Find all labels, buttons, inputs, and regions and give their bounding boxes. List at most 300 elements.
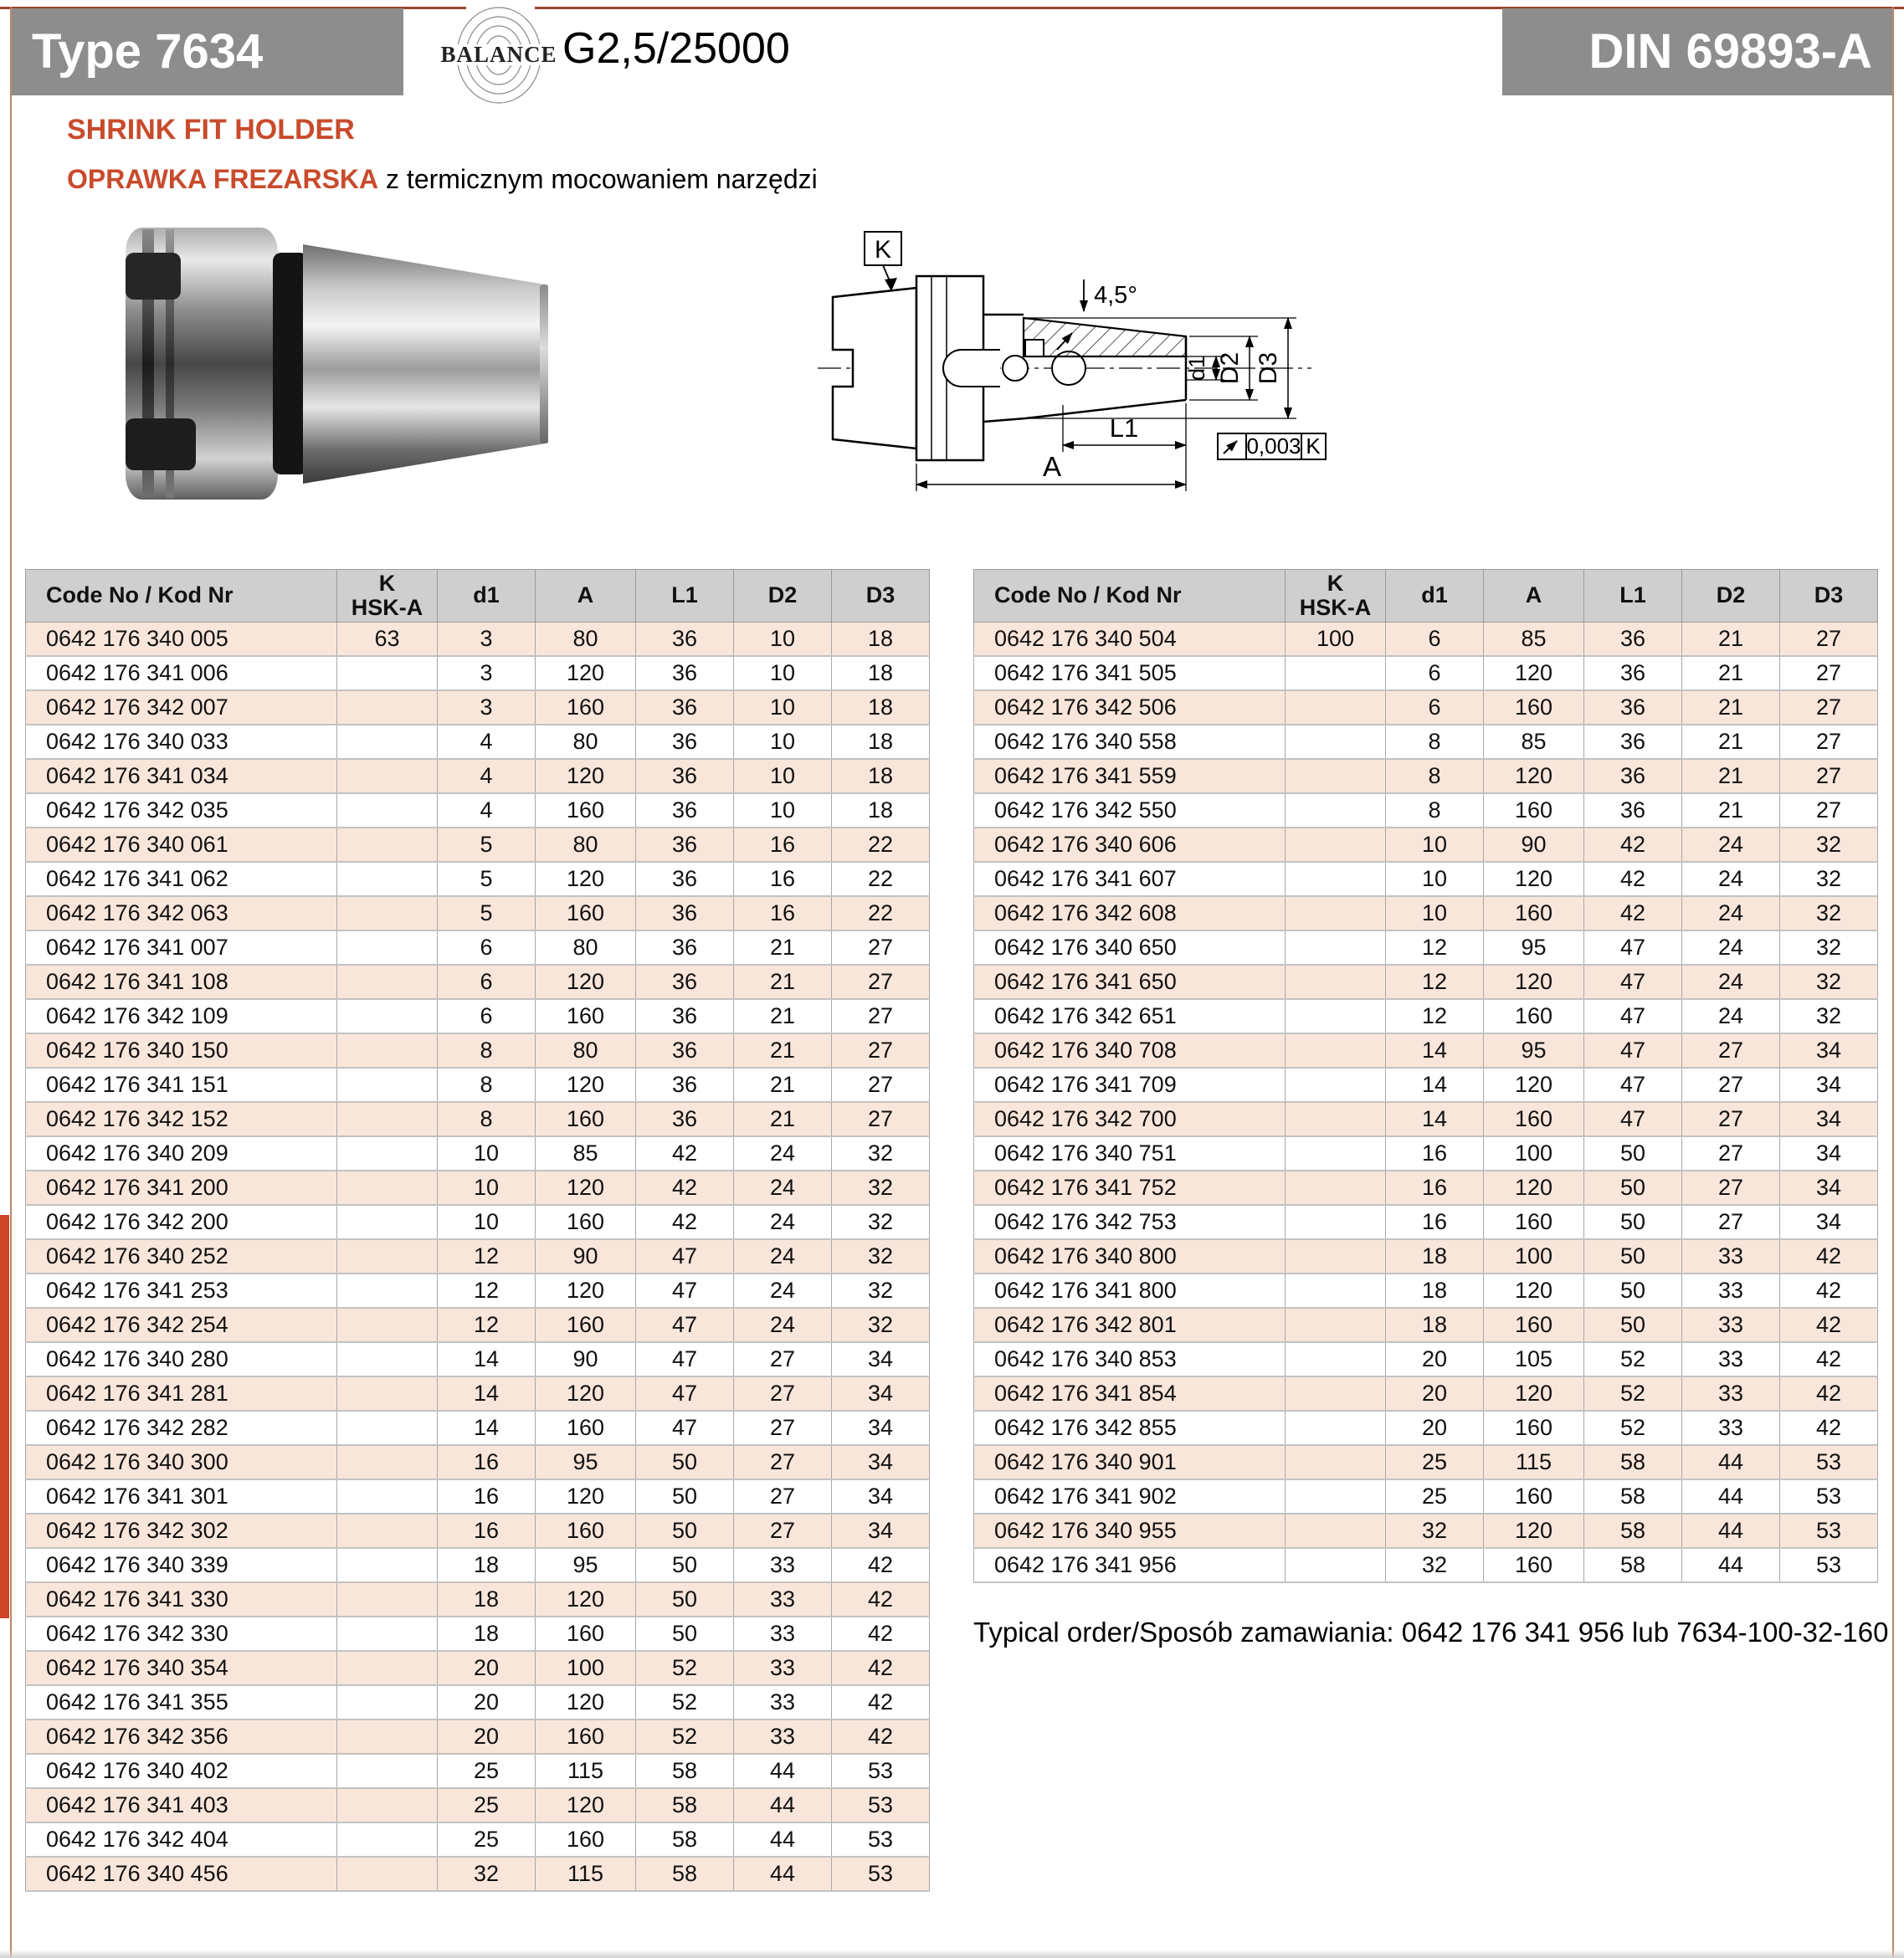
- cell-a: 85: [1484, 623, 1584, 657]
- cell-code: 0642 176 340 751: [974, 1136, 1286, 1171]
- balance-logo-icon: [432, 5, 566, 107]
- cell-code: 0642 176 342 506: [974, 690, 1286, 725]
- cell-d2: 27: [734, 1342, 832, 1376]
- cell-l1: 50: [1584, 1308, 1682, 1342]
- cell-d3: 32: [832, 1136, 930, 1171]
- cell-hsk: [337, 1651, 438, 1685]
- cell-d2: 21: [734, 1102, 832, 1136]
- cell-l1: 58: [636, 1857, 734, 1891]
- cell-code: 0642 176 341 200: [26, 1171, 337, 1205]
- cell-l1: 42: [636, 1205, 734, 1239]
- table-row: [26, 793, 930, 828]
- table-row: [974, 1274, 1878, 1308]
- cell-l1: 58: [1584, 1514, 1682, 1548]
- cell-d3: 53: [1780, 1445, 1878, 1479]
- table-row: [26, 656, 930, 690]
- cell-l1: 58: [1584, 1479, 1682, 1514]
- cell-d3: 34: [832, 1514, 930, 1548]
- cell-d1: 6: [1386, 623, 1484, 657]
- table-row: [26, 690, 930, 725]
- cell-d1: 32: [1386, 1548, 1484, 1582]
- cell-d2: 24: [1682, 862, 1780, 896]
- cell-a: 80: [536, 725, 636, 759]
- table-row: [974, 1205, 1878, 1239]
- cell-a: 120: [536, 759, 636, 793]
- cell-l1: 36: [1584, 759, 1682, 793]
- cell-l1: 36: [636, 725, 734, 759]
- cell-hsk: [337, 1479, 438, 1514]
- cell-a: 120: [536, 965, 636, 999]
- runout-value: 0,003: [1246, 433, 1301, 459]
- cell-a: 120: [536, 1068, 636, 1102]
- col-header-a: A: [1484, 570, 1584, 623]
- cell-l1: 42: [1584, 896, 1682, 930]
- cell-code: 0642 176 342 152: [26, 1102, 337, 1136]
- product-photo: [126, 219, 548, 508]
- balance-logo-text: BALANCE: [440, 42, 557, 67]
- cell-d2: 21: [1682, 690, 1780, 725]
- table-row: [26, 1754, 930, 1788]
- cell-d3: 53: [1780, 1548, 1878, 1582]
- cell-a: 160: [536, 1102, 636, 1136]
- cell-hsk: [337, 1308, 438, 1342]
- table-row: [974, 1376, 1878, 1411]
- cell-a: 115: [536, 1754, 636, 1788]
- cell-hsk: [337, 1754, 438, 1788]
- cell-d1: 8: [1386, 725, 1484, 759]
- cell-code: 0642 176 341 607: [974, 862, 1286, 896]
- cell-hsk: 100: [1286, 623, 1386, 657]
- cell-l1: 36: [636, 759, 734, 793]
- cell-d2: 10: [734, 759, 832, 793]
- cell-d3: 42: [1780, 1274, 1878, 1308]
- cell-l1: 36: [636, 656, 734, 690]
- cell-code: 0642 176 340 033: [26, 725, 337, 759]
- cell-d3: 42: [1780, 1308, 1878, 1342]
- cell-code: 0642 176 341 902: [974, 1479, 1286, 1514]
- cell-hsk: [1286, 759, 1386, 793]
- cell-d3: 42: [1780, 1239, 1878, 1274]
- cell-d3: 34: [832, 1479, 930, 1514]
- cell-hsk: [1286, 1171, 1386, 1205]
- table-row: [974, 1479, 1878, 1514]
- cell-d2: 24: [1682, 965, 1780, 999]
- cell-code: 0642 176 340 252: [26, 1239, 337, 1274]
- cell-hsk: [1286, 828, 1386, 862]
- cell-d3: 34: [832, 1376, 930, 1411]
- cell-l1: 47: [1584, 1102, 1682, 1136]
- cell-l1: 36: [636, 930, 734, 965]
- cell-a: 120: [536, 862, 636, 896]
- technical-drawing: [557, 186, 1335, 520]
- cell-a: 160: [536, 1308, 636, 1342]
- cell-d1: 3: [438, 690, 536, 725]
- cell-a: 80: [536, 828, 636, 862]
- cell-code: 0642 176 342 035: [26, 793, 337, 828]
- cell-d2: 27: [1682, 1136, 1780, 1171]
- cell-d1: 18: [1386, 1274, 1484, 1308]
- cell-d2: 24: [734, 1239, 832, 1274]
- runout-callout: [1218, 433, 1326, 459]
- cell-hsk: [1286, 930, 1386, 965]
- cell-d2: 10: [734, 793, 832, 828]
- cell-d2: 33: [734, 1651, 832, 1685]
- table-header-row: [974, 570, 1878, 623]
- cell-d2: 21: [1682, 759, 1780, 793]
- cell-code: 0642 176 341 800: [974, 1274, 1286, 1308]
- cell-hsk: [337, 1582, 438, 1617]
- cell-l1: 47: [1584, 1033, 1682, 1068]
- cell-d2: 10: [734, 623, 832, 657]
- cell-d1: 25: [1386, 1479, 1484, 1514]
- cell-d2: 16: [734, 828, 832, 862]
- cell-d3: 27: [832, 1068, 930, 1102]
- cell-l1: 36: [636, 623, 734, 657]
- cell-hsk: [337, 896, 438, 930]
- cell-code: 0642 176 342 855: [974, 1411, 1286, 1445]
- cell-l1: 47: [636, 1308, 734, 1342]
- cell-d1: 18: [438, 1548, 536, 1582]
- cell-hsk: [337, 1274, 438, 1308]
- table-row: [26, 965, 930, 999]
- cell-code: 0642 176 340 708: [974, 1033, 1286, 1068]
- spec-table-hsk100: [973, 569, 1878, 1583]
- cell-d1: 20: [438, 1720, 536, 1754]
- cell-hsk: [337, 1239, 438, 1274]
- col-header-d3: D3: [832, 570, 930, 623]
- table-row: [26, 1342, 930, 1376]
- cell-d2: 27: [1682, 1171, 1780, 1205]
- cell-a: 80: [536, 623, 636, 657]
- table-row: [26, 1033, 930, 1068]
- cell-code: 0642 176 341 006: [26, 656, 337, 690]
- cell-a: 160: [536, 793, 636, 828]
- cell-code: 0642 176 342 753: [974, 1205, 1286, 1239]
- table-row: [974, 623, 1878, 657]
- cell-d1: 20: [438, 1685, 536, 1720]
- cell-d2: 33: [1682, 1376, 1780, 1411]
- cell-d2: 24: [1682, 930, 1780, 965]
- cell-d1: 6: [1386, 656, 1484, 690]
- table-row: [26, 1788, 930, 1822]
- cell-a: 120: [1484, 965, 1584, 999]
- table-row: [26, 828, 930, 862]
- cell-a: 160: [536, 999, 636, 1033]
- cell-d2: 21: [734, 965, 832, 999]
- cell-code: 0642 176 341 062: [26, 862, 337, 896]
- table-header-row: [26, 570, 930, 623]
- cell-l1: 52: [1584, 1376, 1682, 1411]
- cell-d2: 33: [734, 1720, 832, 1754]
- cell-l1: 36: [1584, 656, 1682, 690]
- cell-d3: 27: [1780, 725, 1878, 759]
- cell-code: 0642 176 340 354: [26, 1651, 337, 1685]
- cell-a: 120: [536, 1685, 636, 1720]
- cell-d3: 32: [1780, 862, 1878, 896]
- cell-code: 0642 176 342 330: [26, 1617, 337, 1651]
- cell-d1: 12: [1386, 999, 1484, 1033]
- cell-d2: 27: [734, 1479, 832, 1514]
- cell-a: 160: [1484, 1548, 1584, 1582]
- cell-code: 0642 176 341 505: [974, 656, 1286, 690]
- cell-l1: 47: [636, 1239, 734, 1274]
- cell-d3: 27: [832, 999, 930, 1033]
- cell-code: 0642 176 341 355: [26, 1685, 337, 1720]
- product-title-pl-desc: z termicznym mocowaniem narzędzi: [378, 164, 818, 194]
- cell-l1: 58: [636, 1822, 734, 1857]
- cell-d3: 22: [832, 828, 930, 862]
- cell-d3: 32: [832, 1274, 930, 1308]
- cell-code: 0642 176 342 200: [26, 1205, 337, 1239]
- cell-hsk: [337, 1205, 438, 1239]
- cell-l1: 58: [1584, 1445, 1682, 1479]
- cell-code: 0642 176 342 651: [974, 999, 1286, 1033]
- cell-d1: 6: [1386, 690, 1484, 725]
- drawing-knob: [943, 350, 1000, 387]
- cell-d1: 14: [1386, 1068, 1484, 1102]
- cell-d3: 27: [1780, 793, 1878, 828]
- cell-d3: 27: [1780, 623, 1878, 657]
- cell-hsk: [1286, 896, 1386, 930]
- cell-a: 120: [1484, 1376, 1584, 1411]
- cell-d1: 16: [1386, 1136, 1484, 1171]
- cell-d3: 32: [832, 1171, 930, 1205]
- cell-d1: 10: [438, 1136, 536, 1171]
- cell-a: 120: [536, 1376, 636, 1411]
- cell-hsk: [1286, 1205, 1386, 1239]
- cell-d1: 8: [1386, 793, 1484, 828]
- cell-hsk: [337, 965, 438, 999]
- cell-hsk: [1286, 1102, 1386, 1136]
- cell-d1: 10: [1386, 896, 1484, 930]
- cell-code: 0642 176 340 955: [974, 1514, 1286, 1548]
- cell-d3: 42: [1780, 1411, 1878, 1445]
- cell-code: 0642 176 340 800: [974, 1239, 1286, 1274]
- cell-d2: 24: [734, 1274, 832, 1308]
- cell-l1: 58: [1584, 1548, 1682, 1582]
- cell-a: 160: [1484, 1308, 1584, 1342]
- cell-l1: 50: [1584, 1136, 1682, 1171]
- cell-d1: 16: [438, 1479, 536, 1514]
- cell-a: 160: [536, 1617, 636, 1651]
- cell-hsk: [1286, 1548, 1386, 1582]
- cell-hsk: [337, 725, 438, 759]
- cell-l1: 36: [636, 828, 734, 862]
- cell-code: 0642 176 340 504: [974, 623, 1286, 657]
- cell-code: 0642 176 342 550: [974, 793, 1286, 828]
- cell-l1: 36: [636, 999, 734, 1033]
- cell-d1: 18: [1386, 1308, 1484, 1342]
- cell-hsk: [1286, 862, 1386, 896]
- cell-code: 0642 176 340 300: [26, 1445, 337, 1479]
- table-row: [26, 1479, 930, 1514]
- cell-d3: 32: [1780, 828, 1878, 862]
- cell-d3: 18: [832, 725, 930, 759]
- cell-d2: 33: [1682, 1239, 1780, 1274]
- angle-label: 4,5°: [1094, 282, 1137, 309]
- cell-a: 115: [536, 1857, 636, 1891]
- cell-l1: 52: [1584, 1342, 1682, 1376]
- cell-code: 0642 176 341 034: [26, 759, 337, 793]
- table-row: [26, 1239, 930, 1274]
- cell-a: 160: [1484, 690, 1584, 725]
- table-row: [974, 862, 1878, 896]
- cell-d3: 27: [1780, 656, 1878, 690]
- cell-l1: 50: [636, 1617, 734, 1651]
- cell-d1: 12: [1386, 930, 1484, 965]
- cell-d3: 42: [1780, 1342, 1878, 1376]
- cell-hsk: [337, 1376, 438, 1411]
- page-bottom-shadow: [0, 1950, 1904, 1958]
- cell-a: 120: [1484, 862, 1584, 896]
- cell-d3: 32: [832, 1308, 930, 1342]
- cell-code: 0642 176 340 005: [26, 623, 337, 657]
- cell-a: 100: [1484, 1136, 1584, 1171]
- cell-d3: 53: [832, 1788, 930, 1822]
- cell-l1: 36: [636, 896, 734, 930]
- cell-d2: 24: [1682, 999, 1780, 1033]
- table-row: [26, 1617, 930, 1651]
- cell-hsk: [337, 1720, 438, 1754]
- cell-code: 0642 176 340 061: [26, 828, 337, 862]
- cell-a: 120: [1484, 759, 1584, 793]
- dim-d1-label: d1: [1184, 355, 1209, 382]
- cell-d2: 27: [734, 1411, 832, 1445]
- cell-l1: 50: [636, 1445, 734, 1479]
- col-header-a: A: [536, 570, 636, 623]
- cell-a: 85: [1484, 725, 1584, 759]
- cell-d3: 27: [1780, 690, 1878, 725]
- cell-l1: 36: [1584, 793, 1682, 828]
- cell-a: 120: [1484, 1068, 1584, 1102]
- cell-d3: 27: [832, 965, 930, 999]
- dim-d2-label: D2: [1216, 351, 1244, 385]
- cell-l1: 50: [1584, 1239, 1682, 1274]
- cell-hsk: [337, 1136, 438, 1171]
- cell-code: 0642 176 341 709: [974, 1068, 1286, 1102]
- cell-d1: 25: [438, 1754, 536, 1788]
- cell-a: 105: [1484, 1342, 1584, 1376]
- cell-hsk: [337, 1822, 438, 1857]
- page-edge-tab: [0, 1215, 9, 1618]
- cell-hsk: [337, 1857, 438, 1891]
- cell-d3: 34: [1780, 1171, 1878, 1205]
- cell-d1: 4: [438, 725, 536, 759]
- cell-a: 160: [536, 1514, 636, 1548]
- cell-d1: 14: [1386, 1102, 1484, 1136]
- cell-a: 160: [1484, 896, 1584, 930]
- cell-l1: 50: [636, 1548, 734, 1582]
- cell-d1: 10: [438, 1205, 536, 1239]
- cell-code: 0642 176 341 854: [974, 1376, 1286, 1411]
- cell-d3: 34: [1780, 1033, 1878, 1068]
- table-row: [974, 965, 1878, 999]
- cell-d1: 20: [1386, 1376, 1484, 1411]
- cell-hsk: [337, 1033, 438, 1068]
- cell-a: 90: [536, 1342, 636, 1376]
- product-title-en: SHRINK FIT HOLDER: [67, 114, 355, 146]
- cell-a: 160: [536, 690, 636, 725]
- cell-code: 0642 176 341 752: [974, 1171, 1286, 1205]
- cell-d1: 8: [1386, 759, 1484, 793]
- cell-a: 80: [536, 1033, 636, 1068]
- cell-hsk: [1286, 1342, 1386, 1376]
- cell-a: 95: [536, 1548, 636, 1582]
- cell-d3: 27: [1780, 759, 1878, 793]
- cell-hsk: [337, 1068, 438, 1102]
- cell-l1: 50: [1584, 1274, 1682, 1308]
- cell-d2: 33: [734, 1548, 832, 1582]
- table-row: [974, 999, 1878, 1033]
- cell-d3: 32: [1780, 896, 1878, 930]
- cell-hsk: [1286, 656, 1386, 690]
- balance-grade: G2,5/25000: [562, 24, 790, 73]
- cell-hsk: [337, 690, 438, 725]
- cell-a: 90: [1484, 828, 1584, 862]
- cell-d2: 21: [1682, 793, 1780, 828]
- cell-d1: 5: [438, 828, 536, 862]
- table-row: [26, 1582, 930, 1617]
- cell-code: 0642 176 340 339: [26, 1548, 337, 1582]
- cell-a: 120: [536, 1171, 636, 1205]
- cell-l1: 52: [636, 1685, 734, 1720]
- cell-d3: 32: [1780, 930, 1878, 965]
- cell-d1: 3: [438, 656, 536, 690]
- cell-code: 0642 176 342 404: [26, 1822, 337, 1857]
- col-header-d3: D3: [1780, 570, 1878, 623]
- drawing-hole: [1003, 356, 1028, 381]
- cell-a: 160: [1484, 1479, 1584, 1514]
- table-row: [26, 999, 930, 1033]
- cell-d1: 18: [438, 1582, 536, 1617]
- cell-code: 0642 176 340 650: [974, 930, 1286, 965]
- cell-d3: 18: [832, 690, 930, 725]
- cell-code: 0642 176 341 650: [974, 965, 1286, 999]
- cell-hsk: [1286, 1411, 1386, 1445]
- cell-hsk: [337, 1514, 438, 1548]
- cell-l1: 58: [636, 1788, 734, 1822]
- cell-code: 0642 176 342 282: [26, 1411, 337, 1445]
- cell-hsk: [337, 1171, 438, 1205]
- cell-hsk: [1286, 965, 1386, 999]
- cell-l1: 42: [636, 1171, 734, 1205]
- runout-datum: K: [1306, 433, 1321, 459]
- table-row: [26, 759, 930, 793]
- cell-d2: 21: [1682, 725, 1780, 759]
- cell-hsk: [337, 656, 438, 690]
- cell-d3: 42: [832, 1582, 930, 1617]
- cell-d2: 44: [734, 1857, 832, 1891]
- datum-k-label: K: [874, 236, 892, 264]
- cell-d3: 42: [1780, 1376, 1878, 1411]
- cell-d3: 27: [832, 930, 930, 965]
- table-row: [974, 1136, 1878, 1171]
- cell-d2: 33: [1682, 1411, 1780, 1445]
- cell-l1: 42: [636, 1136, 734, 1171]
- cell-code: 0642 176 340 606: [974, 828, 1286, 862]
- col-header-hska: HSK-A: [351, 595, 423, 620]
- cell-hsk: [337, 828, 438, 862]
- table-row: [974, 1548, 1878, 1582]
- table-row: [26, 1274, 930, 1308]
- cell-a: 160: [536, 1411, 636, 1445]
- cell-l1: 36: [636, 1102, 734, 1136]
- cell-d1: 32: [1386, 1514, 1484, 1548]
- cell-hsk: [1286, 1033, 1386, 1068]
- cell-d1: 10: [438, 1171, 536, 1205]
- cell-d1: 20: [1386, 1411, 1484, 1445]
- cell-code: 0642 176 342 063: [26, 896, 337, 930]
